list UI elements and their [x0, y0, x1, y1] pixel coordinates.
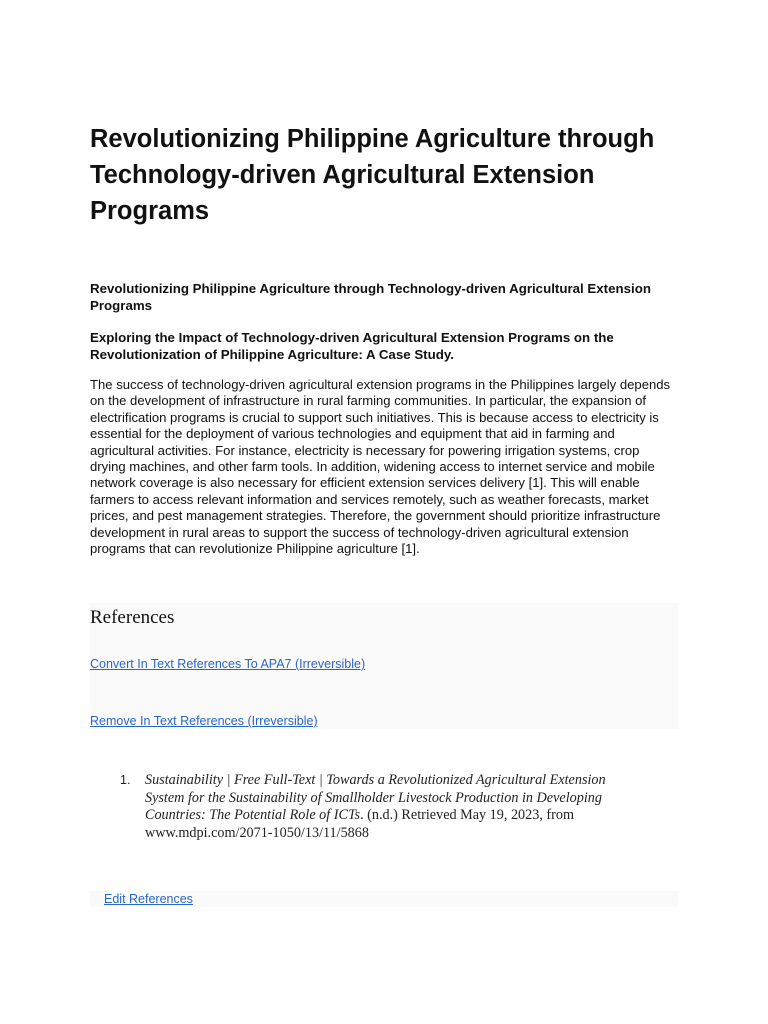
edit-references-bar — [90, 891, 678, 907]
references-heading: References — [90, 607, 175, 628]
reference-list — [120, 772, 640, 842]
document-subtitle: Revolutionizing Philippine Agriculture through Technology-driven Agricultural Extension Programs — [90, 281, 651, 313]
reference-number: 1. — [120, 773, 131, 787]
references-panel — [90, 603, 678, 729]
convert-apa7-link[interactable]: Convert In Text References To APA7 (Irreversible) — [90, 657, 366, 671]
reference-details: . (n.d.) Retrieved May 19, 2023, from www.mdpi.com/2071-1050/13/11/5868 — [145, 807, 575, 841]
edit-references-link[interactable]: Edit References — [104, 892, 193, 906]
page-title: Revolutionizing Philippine Agriculture through Technology-driven Agricultural Extension Programs — [90, 125, 655, 225]
reference-item — [120, 772, 640, 842]
body-paragraph: The success of technology-driven agricultural extension programs in the Philippines largely depends on the development of infrastructure in rural farming communities. In particular, the expansion of electrification programs is crucial to support such initiatives. This is because access to electricity is essential for the deployment of various technologies and equipment that aid in farming and agricultural activities. For instance, electricity is necessary for powering irrigation systems, crop drying machines, and other farm tools. In addition, widening access to internet service and mobile network coverage is also necessary for efficient extension services delivery [1]. This will enable farmers to access relevant information and services remotely, such as weather forecasts, market prices, and pest management strategies. Therefore, the government should prioritize infrastructure development in rural areas to support the success of technology-driven agricultural extension programs that can revolutionize Philippine agriculture [1]. — [90, 377, 671, 557]
remove-in-text-references-link[interactable]: Remove In Text References (Irreversible) — [90, 714, 318, 728]
reference-title: Sustainability | Free Full-Text | Towards a Revolutionized Agricultural Extension System for the Sustainability of Smallholder Livestock Production in Developing Countries: The Potential Role of ICTs — [145, 772, 606, 823]
case-study-heading: Exploring the Impact of Technology-driven Agricultural Extension Programs on the Revolutionization of Philippine Agriculture: A Case Study. — [90, 330, 614, 362]
